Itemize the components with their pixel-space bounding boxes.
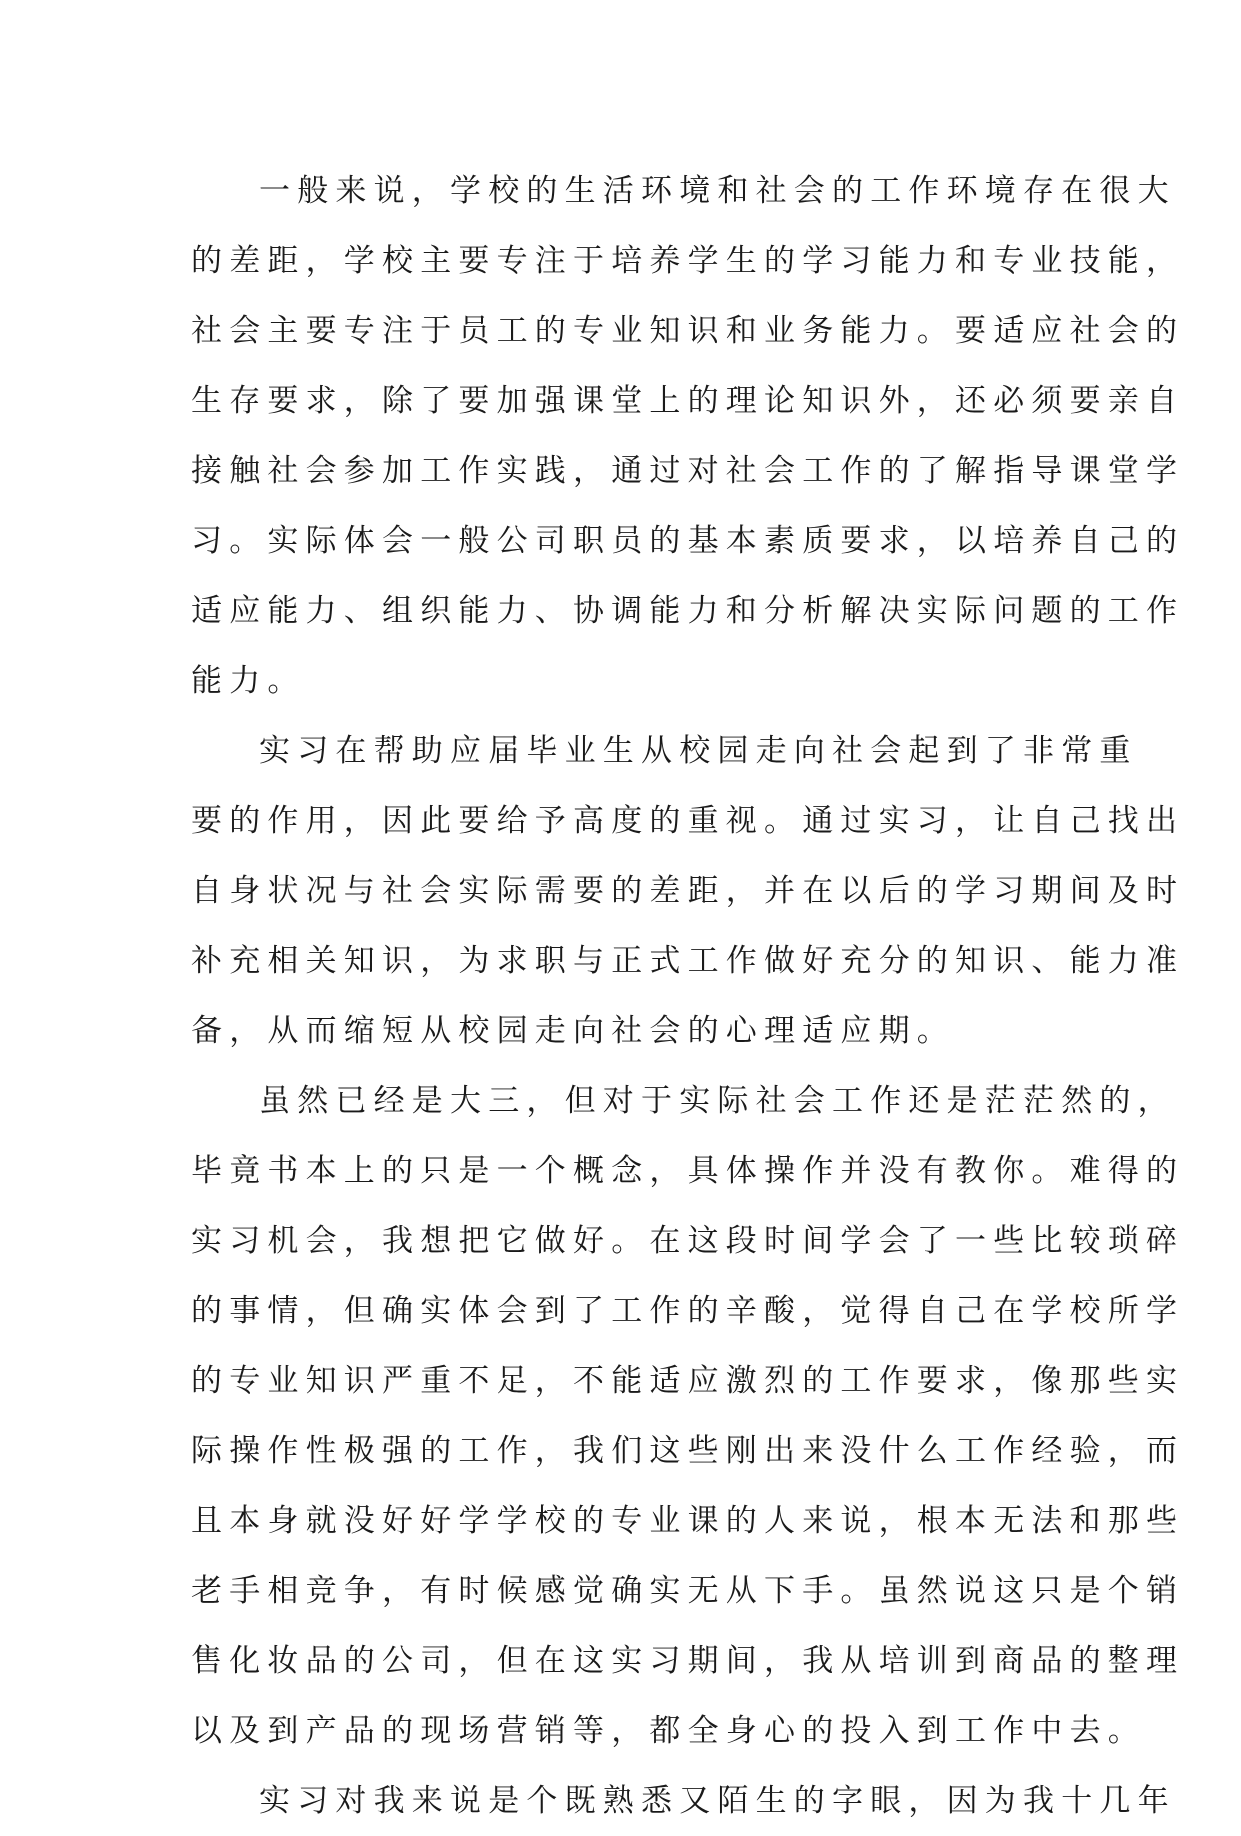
paragraph-line: 自身状况与社会实际需要的差距，并在以后的学习期间及时 bbox=[191, 873, 1185, 909]
paragraph-line: 毕竟书本上的只是一个概念，具体操作并没有教你。难得的 bbox=[191, 1153, 1185, 1189]
paragraph-line: 虽然已经是大三，但对于实际社会工作还是茫茫然的， bbox=[259, 1083, 1176, 1119]
paragraph-line: 能力。 bbox=[191, 663, 306, 699]
paragraph-line: 补充相关知识，为求职与正式工作做好充分的知识、能力准 bbox=[191, 943, 1185, 979]
paragraph-line: 以及到产品的现场营销等，都全身心的投入到工作中去。 bbox=[191, 1713, 1146, 1749]
paragraph-line: 际操作性极强的工作，我们这些刚出来没什么工作经验，而 bbox=[191, 1433, 1185, 1469]
paragraph-line: 要的作用，因此要给予高度的重视。通过实习，让自己找出 bbox=[191, 803, 1185, 839]
paragraph-line: 社会主要专注于员工的专业知识和业务能力。要适应社会的 bbox=[191, 313, 1185, 349]
document-body bbox=[191, 156, 1185, 1836]
paragraph-line: 的差距，学校主要专注于培养学生的学习能力和专业技能， bbox=[191, 243, 1185, 279]
paragraph-line: 习。实际体会一般公司职员的基本素质要求，以培养自己的 bbox=[191, 523, 1185, 559]
paragraph-line: 的事情，但确实体会到了工作的辛酸，觉得自己在学校所学 bbox=[191, 1293, 1185, 1329]
paragraph-line: 的专业知识严重不足，不能适应激烈的工作要求，像那些实 bbox=[191, 1363, 1185, 1399]
paragraph-line: 备，从而缩短从校园走向社会的心理适应期。 bbox=[191, 1013, 955, 1049]
paragraph-line: 接触社会参加工作实践，通过对社会工作的了解指导课堂学 bbox=[191, 453, 1185, 489]
paragraph-line: 实习机会，我想把它做好。在这段时间学会了一些比较琐碎 bbox=[191, 1223, 1185, 1259]
paragraph-line: 实习在帮助应届毕业生从校园走向社会起到了非常重 bbox=[259, 733, 1138, 769]
paragraph-line: 适应能力、组织能力、协调能力和分析解决实际问题的工作 bbox=[191, 593, 1185, 629]
paragraph-line: 且本身就没好好学学校的专业课的人来说，根本无法和那些 bbox=[191, 1503, 1185, 1539]
paragraph-3 bbox=[191, 1066, 1185, 1766]
paragraph-line: 生存要求，除了要加强课堂上的理论知识外，还必须要亲自 bbox=[191, 383, 1185, 419]
paragraph-line: 售化妆品的公司，但在这实习期间，我从培训到商品的整理 bbox=[191, 1643, 1185, 1679]
paragraph-4 bbox=[191, 1766, 1176, 1836]
paragraph-line: 一般来说，学校的生活环境和社会的工作环境存在很大 bbox=[259, 173, 1176, 209]
paragraph-2 bbox=[191, 716, 1185, 1066]
paragraph-1 bbox=[191, 156, 1185, 716]
paragraph-line: 实习对我来说是个既熟悉又陌生的字眼，因为我十几年 bbox=[259, 1783, 1176, 1819]
paragraph-line: 老手相竞争，有时候感觉确实无从下手。虽然说这只是个销 bbox=[191, 1573, 1185, 1609]
